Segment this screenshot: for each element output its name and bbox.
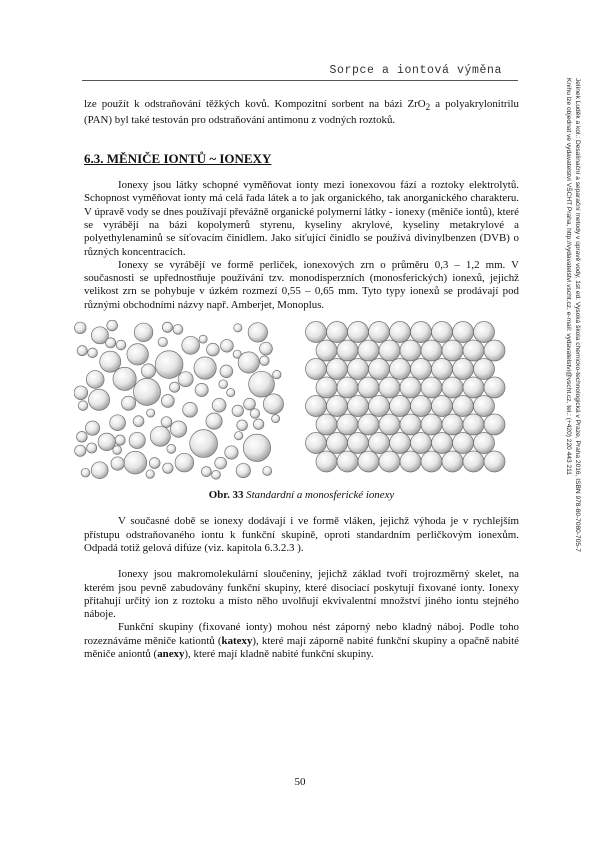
ionex-bead xyxy=(113,446,122,455)
ionex-bead xyxy=(379,340,400,361)
ionex-bead xyxy=(369,322,390,343)
ionex-bead xyxy=(134,323,153,342)
term-katexy: katexy xyxy=(221,634,253,647)
monospheric-ionex-illustration xyxy=(304,320,514,480)
ionex-bead xyxy=(358,340,379,361)
ionex-bead xyxy=(111,457,124,470)
ionex-bead xyxy=(260,342,273,355)
ionex-bead xyxy=(75,322,87,334)
ionex-bead xyxy=(327,433,348,454)
ionex-bead xyxy=(306,396,327,417)
ionex-bead xyxy=(327,396,348,417)
paragraph-fibers: V současné době se ionexy dodávají i ve formě vláken, jejichž výhoda je v rychlejším přístupu odstraňovaného iontu k funkční skupině, oproti standardním perličkovým ionexům. Odpadá totiž gelová difúze (viz. kapitola 6.3.2.3 ). xyxy=(84,515,519,554)
ionex-bead xyxy=(306,359,327,380)
ionex-bead xyxy=(442,377,463,398)
ionex-bead xyxy=(243,434,270,461)
ionex-bead xyxy=(442,340,463,361)
figure-caption-number: Obr. 33 xyxy=(208,489,244,502)
ionex-bead xyxy=(337,340,358,361)
ionex-bead xyxy=(379,377,400,398)
ionex-bead xyxy=(206,413,222,429)
ionex-bead xyxy=(167,444,176,453)
ionex-bead xyxy=(162,322,172,332)
ionex-bead xyxy=(88,389,109,410)
ionex-bead xyxy=(390,433,411,454)
ionex-bead xyxy=(201,467,211,477)
ionex-bead xyxy=(141,364,155,378)
ionex-bead xyxy=(116,340,126,350)
ionex-bead xyxy=(253,419,263,429)
ionex-bead xyxy=(348,359,369,380)
ionex-bead xyxy=(463,451,484,472)
page-body xyxy=(84,98,519,661)
ionex-bead xyxy=(390,322,411,343)
ionex-bead xyxy=(212,470,221,479)
ionex-bead xyxy=(122,396,136,410)
ionex-bead xyxy=(453,433,474,454)
ionex-bead xyxy=(215,457,227,469)
intro-paragraph: lze použít k odstraňování těžkých kovů. Kompozitní sorbent na bázi ZrO$_2$ a polyakrylonitrilu (PAN) byl také testován pro odstraňování antimonu z vodných roztoků. xyxy=(84,98,519,127)
ionex-bead xyxy=(107,320,118,331)
ionex-bead xyxy=(212,398,226,412)
ionex-bead xyxy=(369,396,390,417)
ionex-bead xyxy=(348,322,369,343)
ionex-bead xyxy=(369,433,390,454)
ionex-bead xyxy=(484,377,505,398)
ionex-bead xyxy=(348,396,369,417)
ionex-bead xyxy=(306,322,327,343)
ionex-bead xyxy=(272,415,280,423)
side-citation-note xyxy=(564,78,582,552)
ionex-bead xyxy=(463,340,484,361)
ionex-bead xyxy=(194,357,216,379)
ionex-bead xyxy=(453,359,474,380)
ionex-bead xyxy=(78,401,88,411)
ionex-bead xyxy=(337,377,358,398)
ionex-bead xyxy=(81,468,90,477)
ionex-bead xyxy=(190,430,218,458)
ionex-bead xyxy=(146,470,154,478)
ionex-bead xyxy=(484,451,505,472)
ionex-bead xyxy=(88,348,98,358)
ionex-bead xyxy=(87,443,97,453)
ionex-bead xyxy=(161,417,172,428)
figure-ion-exchangers xyxy=(84,320,519,480)
ionex-bead xyxy=(400,340,421,361)
standard-ionex-illustration xyxy=(74,320,284,480)
ionex-bead xyxy=(85,421,99,435)
ionex-bead xyxy=(421,340,442,361)
ionex-bead xyxy=(100,351,121,372)
ionex-bead xyxy=(178,372,193,387)
ionex-bead xyxy=(369,359,390,380)
ionex-bead xyxy=(106,338,116,348)
ionex-bead xyxy=(86,371,104,389)
ionex-bead xyxy=(337,451,358,472)
ionex-bead xyxy=(225,446,238,459)
ionex-bead xyxy=(250,409,260,419)
ionex-bead xyxy=(400,377,421,398)
ionex-bead xyxy=(432,396,453,417)
ionex-bead xyxy=(221,339,234,352)
ionex-bead xyxy=(127,344,148,365)
paragraph-macromolecular: Ionexy jsou makromolekulární sloučeniny, jejichž základ tvoří trojrozměrný skelet, na kterém jsou pevně zabudovány funkční skupiny, které disociací poskytují fixované ionty. Ionexy přitahují určitý ion z roztoku a místo něho uvolňují ekvivalentní množství jiného iontu stejného náboje. xyxy=(84,568,519,621)
ionex-bead xyxy=(379,451,400,472)
ionex-bead xyxy=(463,377,484,398)
ionex-bead xyxy=(474,433,495,454)
ionex-bead xyxy=(236,463,250,477)
header-rule xyxy=(82,80,518,81)
ionex-bead xyxy=(453,322,474,343)
ionex-bead xyxy=(98,433,115,450)
figure-caption-text: Standardní a monosferické ionexy xyxy=(246,489,395,502)
ionex-bead xyxy=(432,359,453,380)
ionex-bead xyxy=(484,414,505,435)
ionex-bead xyxy=(358,377,379,398)
ionex-bead xyxy=(474,396,495,417)
ionex-bead xyxy=(390,396,411,417)
ionex-bead xyxy=(195,383,208,396)
ionex-bead xyxy=(432,433,453,454)
section-heading: 6.3. MĚNIČE IONTŮ ~ IONEXY xyxy=(84,150,272,166)
ionex-bead xyxy=(474,359,495,380)
running-head: Sorpce a iontová výměna xyxy=(329,64,502,77)
ionex-bead xyxy=(161,395,174,408)
paragraph-ionexy-definition: Ionexy jsou látky schopné vyměňovat ionty mezi ionexovou fází a roztoky elektrolytů. Schopnost vyměňovat ionty má celá řada látek a to jak organického, tak anorganického charakteru. V úpravě vody se dnes používají převážně organické polymerní látky - ionexy (měniče iontů), které se vyrábějí na bázi kopolymerů styrenu, kyseliny akrylové, kyseliny metakrylové a polyethylenaminů se síťovacím činidlem. Jako síťující činidlo se používá divinylbenzen (DVB) o různých koncentracích. xyxy=(84,179,519,258)
ionex-bead xyxy=(183,402,198,417)
ionex-bead xyxy=(237,420,248,431)
ionex-bead xyxy=(263,394,283,414)
ionex-bead xyxy=(149,458,160,469)
page-number: 50 xyxy=(294,776,306,788)
ionex-bead xyxy=(115,435,125,445)
term-anexy: anexy xyxy=(157,648,185,660)
ionex-bead xyxy=(327,322,348,343)
ionex-bead xyxy=(147,409,155,417)
ionex-bead xyxy=(358,414,379,435)
ionex-bead xyxy=(163,463,173,473)
ionex-bead xyxy=(474,322,495,343)
ionex-bead xyxy=(411,433,432,454)
figure-caption xyxy=(84,489,519,502)
ionex-bead xyxy=(129,432,145,448)
ionex-bead xyxy=(110,415,126,431)
ionex-bead xyxy=(182,336,200,354)
ionex-bead xyxy=(234,324,242,332)
ionex-bead xyxy=(316,451,337,472)
ionex-bead xyxy=(400,451,421,472)
ionex-bead xyxy=(77,346,87,356)
ionex-bead xyxy=(411,322,432,343)
ionex-bead xyxy=(150,426,170,446)
ionex-bead xyxy=(263,466,272,475)
paragraph-functional-groups: Funkční skupiny (fixované ionty) mohou nést záporný nebo kladný náboj. Podle toho rozeznáváme měniče kationtů (katexy), které mají záporně nabité funkční skupiny a opačně nabité měniče aniontů (anexy), které mají kladně nabité funkční skupiny. xyxy=(84,621,519,660)
ionex-bead xyxy=(411,359,432,380)
ionex-bead xyxy=(170,382,180,392)
ionex-bead xyxy=(133,378,160,405)
ionex-bead xyxy=(316,414,337,435)
ionex-bead xyxy=(227,389,235,397)
ionex-bead xyxy=(175,453,194,472)
ionex-bead xyxy=(348,433,369,454)
ionex-bead xyxy=(306,433,327,454)
ionex-bead xyxy=(91,462,108,479)
ionex-bead xyxy=(244,398,256,410)
ionex-bead xyxy=(133,416,144,427)
ionex-bead xyxy=(421,414,442,435)
ionex-bead xyxy=(232,405,243,416)
ionex-bead xyxy=(442,451,463,472)
ionex-bead xyxy=(74,386,88,400)
ionex-bead xyxy=(235,432,243,440)
ionex-bead xyxy=(75,445,86,456)
ionex-bead xyxy=(327,359,348,380)
ionex-bead xyxy=(219,380,228,389)
ionex-bead xyxy=(379,414,400,435)
ionex-bead xyxy=(113,367,136,390)
ionex-bead xyxy=(390,359,411,380)
ionex-bead xyxy=(316,377,337,398)
ionex-bead xyxy=(207,343,220,356)
ionex-bead xyxy=(273,370,281,378)
ionex-bead xyxy=(400,414,421,435)
ionex-bead xyxy=(238,352,259,373)
ionex-bead xyxy=(484,340,505,361)
ionex-bead xyxy=(316,340,337,361)
ionex-bead xyxy=(158,337,167,346)
ionex-bead xyxy=(170,421,186,437)
ionex-bead xyxy=(77,431,88,442)
ionex-bead xyxy=(155,351,183,379)
ionex-bead xyxy=(442,414,463,435)
side-note-line-2: Knihu lze objednat ve vydavatelství VŠCHT Praha, http://vydavatelstvi.vscht.cz, e-mail: vydavatelstvi@vscht.cz, tel.: (+420) 220 443 211 xyxy=(565,78,572,475)
side-note-line-1: Jelínek Luděk a kol.: Desalinační a separační metody v úpravě vody, 1st ed. Vysoká škola chemicko-technologická v Praze, Praha 2016, ISBN 978-80-7080-705-7 xyxy=(574,78,581,552)
ionex-bead xyxy=(358,451,379,472)
paragraph-ionexy-form: Ionexy se vyrábějí ve formě perliček, ionexových zrn o průměru 0,3 – 1,2 mm. V současnosti se upřednostňuje používání tzv. monodisperzních (monosferických) ionexů, jejichž velikost zrn se pohybuje v úzkém rozmezí 0,55 – 0,65 mm. Tyto typy ionexů se prodávají pod různými obchodními názvy např. Amberjet, Monoplus. xyxy=(84,258,519,311)
ionex-bead xyxy=(124,451,147,474)
ionex-bead xyxy=(249,371,275,397)
ionex-bead xyxy=(453,396,474,417)
ionex-bead xyxy=(421,377,442,398)
ionex-bead xyxy=(248,323,267,342)
ionex-bead xyxy=(463,414,484,435)
ionex-bead xyxy=(337,414,358,435)
ionex-bead xyxy=(173,324,183,334)
ionex-bead xyxy=(199,335,207,343)
ionex-bead xyxy=(260,356,270,366)
ionex-bead xyxy=(421,451,442,472)
ionex-bead xyxy=(432,322,453,343)
ionex-bead xyxy=(411,396,432,417)
ionex-bead xyxy=(220,365,233,378)
